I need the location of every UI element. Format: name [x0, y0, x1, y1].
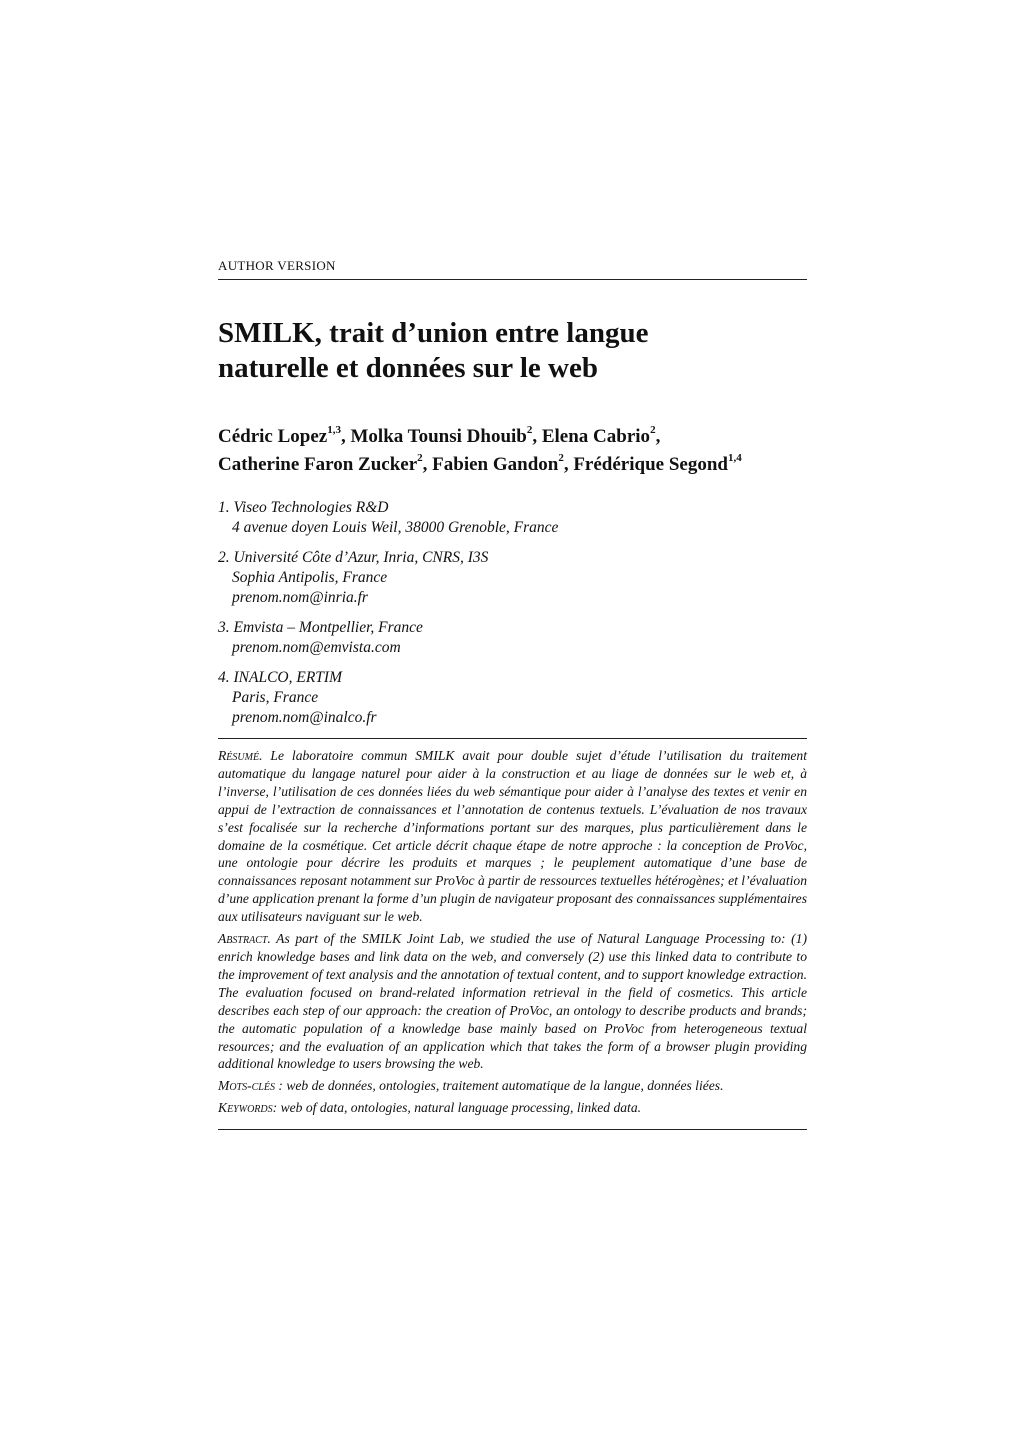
author-name: Catherine Faron Zucker	[218, 454, 418, 475]
affiliation-line: Sophia Antipolis, France	[232, 569, 388, 586]
author-separator: ,	[655, 426, 661, 447]
resume-label: Résumé.	[218, 748, 263, 763]
affiliation-2	[218, 548, 807, 608]
author-affiliation-mark: 1,4	[727, 452, 742, 464]
author-affiliation-mark: 2	[417, 452, 423, 464]
affiliation-line: 3. Emvista – Montpellier, France	[218, 619, 423, 636]
author-separator: ,	[563, 454, 574, 475]
affiliation-line: 4 avenue doyen Louis Weil, 38000 Grenoble, France	[232, 519, 559, 536]
affiliation-line: 4. INALCO, ERTIM	[218, 669, 342, 686]
author-name: Frédérique Segond	[573, 454, 728, 475]
author-affiliation-mark: 2	[526, 424, 533, 436]
mots-cles-label: Mots-clés :	[218, 1078, 283, 1094]
paper-title	[218, 316, 807, 386]
paper-page	[218, 258, 807, 1130]
keywords-text: web of data, ontologies, natural language processing, linked data.	[280, 1100, 642, 1116]
title-line-2: naturelle et données sur le web	[218, 352, 598, 384]
affiliation-4	[218, 668, 807, 728]
keywords-label: Keywords:	[218, 1100, 278, 1116]
author-affiliation-mark: 2	[650, 424, 656, 436]
resume-text: Le laboratoire commun SMILK avait pour double sujet d’étude l’utilisation du traitement automatique du langage naturel pour aider à la construction et au liage de données sur le web et, à l’inverse, l’utilisation de ces données liées du web sémantique pour aider à l’analyse des textes et venir en appui de l’extraction de connaissances et l’annotation de contenus textuels. L’évaluation de nos travaux s’est focalisée sur la recherche d’informations portant sur des marques, plus particulièrement dans le domaine de la cosmétique. Cet article décrit chaque étape de notre approche : la conception de ProVoc, une ontologie pour décrire les produits et marques ; le peuplement automatique d’une base de connaissances reposant notamment sur ProVoc à partir de ressources textuelles hétérogènes; et l’évaluation d’une application prenant la forme d’un plugin de navigateur proposant des connaissances supplémentaires aux utilisateurs naviguant sur le web.	[218, 748, 807, 925]
author-separator: ,	[340, 426, 351, 447]
affiliation-email: prenom.nom@emvista.com	[232, 639, 401, 656]
abstract-box	[218, 738, 807, 1130]
affiliation-list	[218, 498, 807, 728]
author-list	[218, 423, 807, 479]
abstract-paragraph	[218, 930, 807, 1073]
title-line-1: SMILK, trait d’union entre langue	[218, 317, 649, 349]
mots-cles-line	[218, 1077, 807, 1095]
author-affiliation-mark: 2	[558, 452, 564, 464]
author-name: Cédric Lopez	[218, 426, 328, 447]
author-line-2	[218, 451, 807, 479]
author-name: Elena Cabrio	[541, 426, 651, 447]
affiliation-email: prenom.nom@inria.fr	[232, 589, 368, 606]
author-separator: ,	[532, 426, 542, 447]
running-head: AUTHOR VERSION	[218, 258, 807, 280]
abstract-text: As part of the SMILK Joint Lab, we studied the use of Natural Language Processing to: (1) enrich knowledge bases and link data on the web, and conversely (2) use this linked data to contribute to the improvement of text analysis and the annotation of textual content, and to support knowledge extraction. The evaluation focused on brand-related information retrieval in the field of cosmetics. This article describes each step of our approach: the creation of ProVoc, an ontology to describe products and brands; the automatic population of a knowledge base mainly based on ProVoc from heterogeneous textual resources; and the evaluation of an application which that takes the form of a browser plugin providing additional knowledge to users browsing the web.	[218, 931, 807, 1072]
author-separator: ,	[422, 454, 433, 475]
affiliation-line: Paris, France	[232, 689, 319, 706]
affiliation-3	[218, 618, 807, 658]
mots-cles-text: web de données, ontologies, traitement automatique de la langue, données liées.	[286, 1078, 724, 1094]
affiliation-line: 2. Université Côte d’Azur, Inria, CNRS, I3S	[218, 549, 489, 566]
author-line-1	[218, 423, 807, 451]
abstract-label: Abstract.	[218, 931, 271, 947]
resume-paragraph	[218, 747, 807, 926]
author-affiliation-mark: 1,3	[327, 424, 341, 436]
author-name: Fabien Gandon	[432, 454, 559, 475]
affiliation-email: prenom.nom@inalco.fr	[232, 709, 377, 726]
keywords-line	[218, 1099, 807, 1117]
affiliation-1	[218, 498, 807, 538]
author-name: Molka Tounsi Dhouib	[350, 426, 527, 447]
affiliation-line: 1. Viseo Technologies R&D	[218, 499, 389, 516]
